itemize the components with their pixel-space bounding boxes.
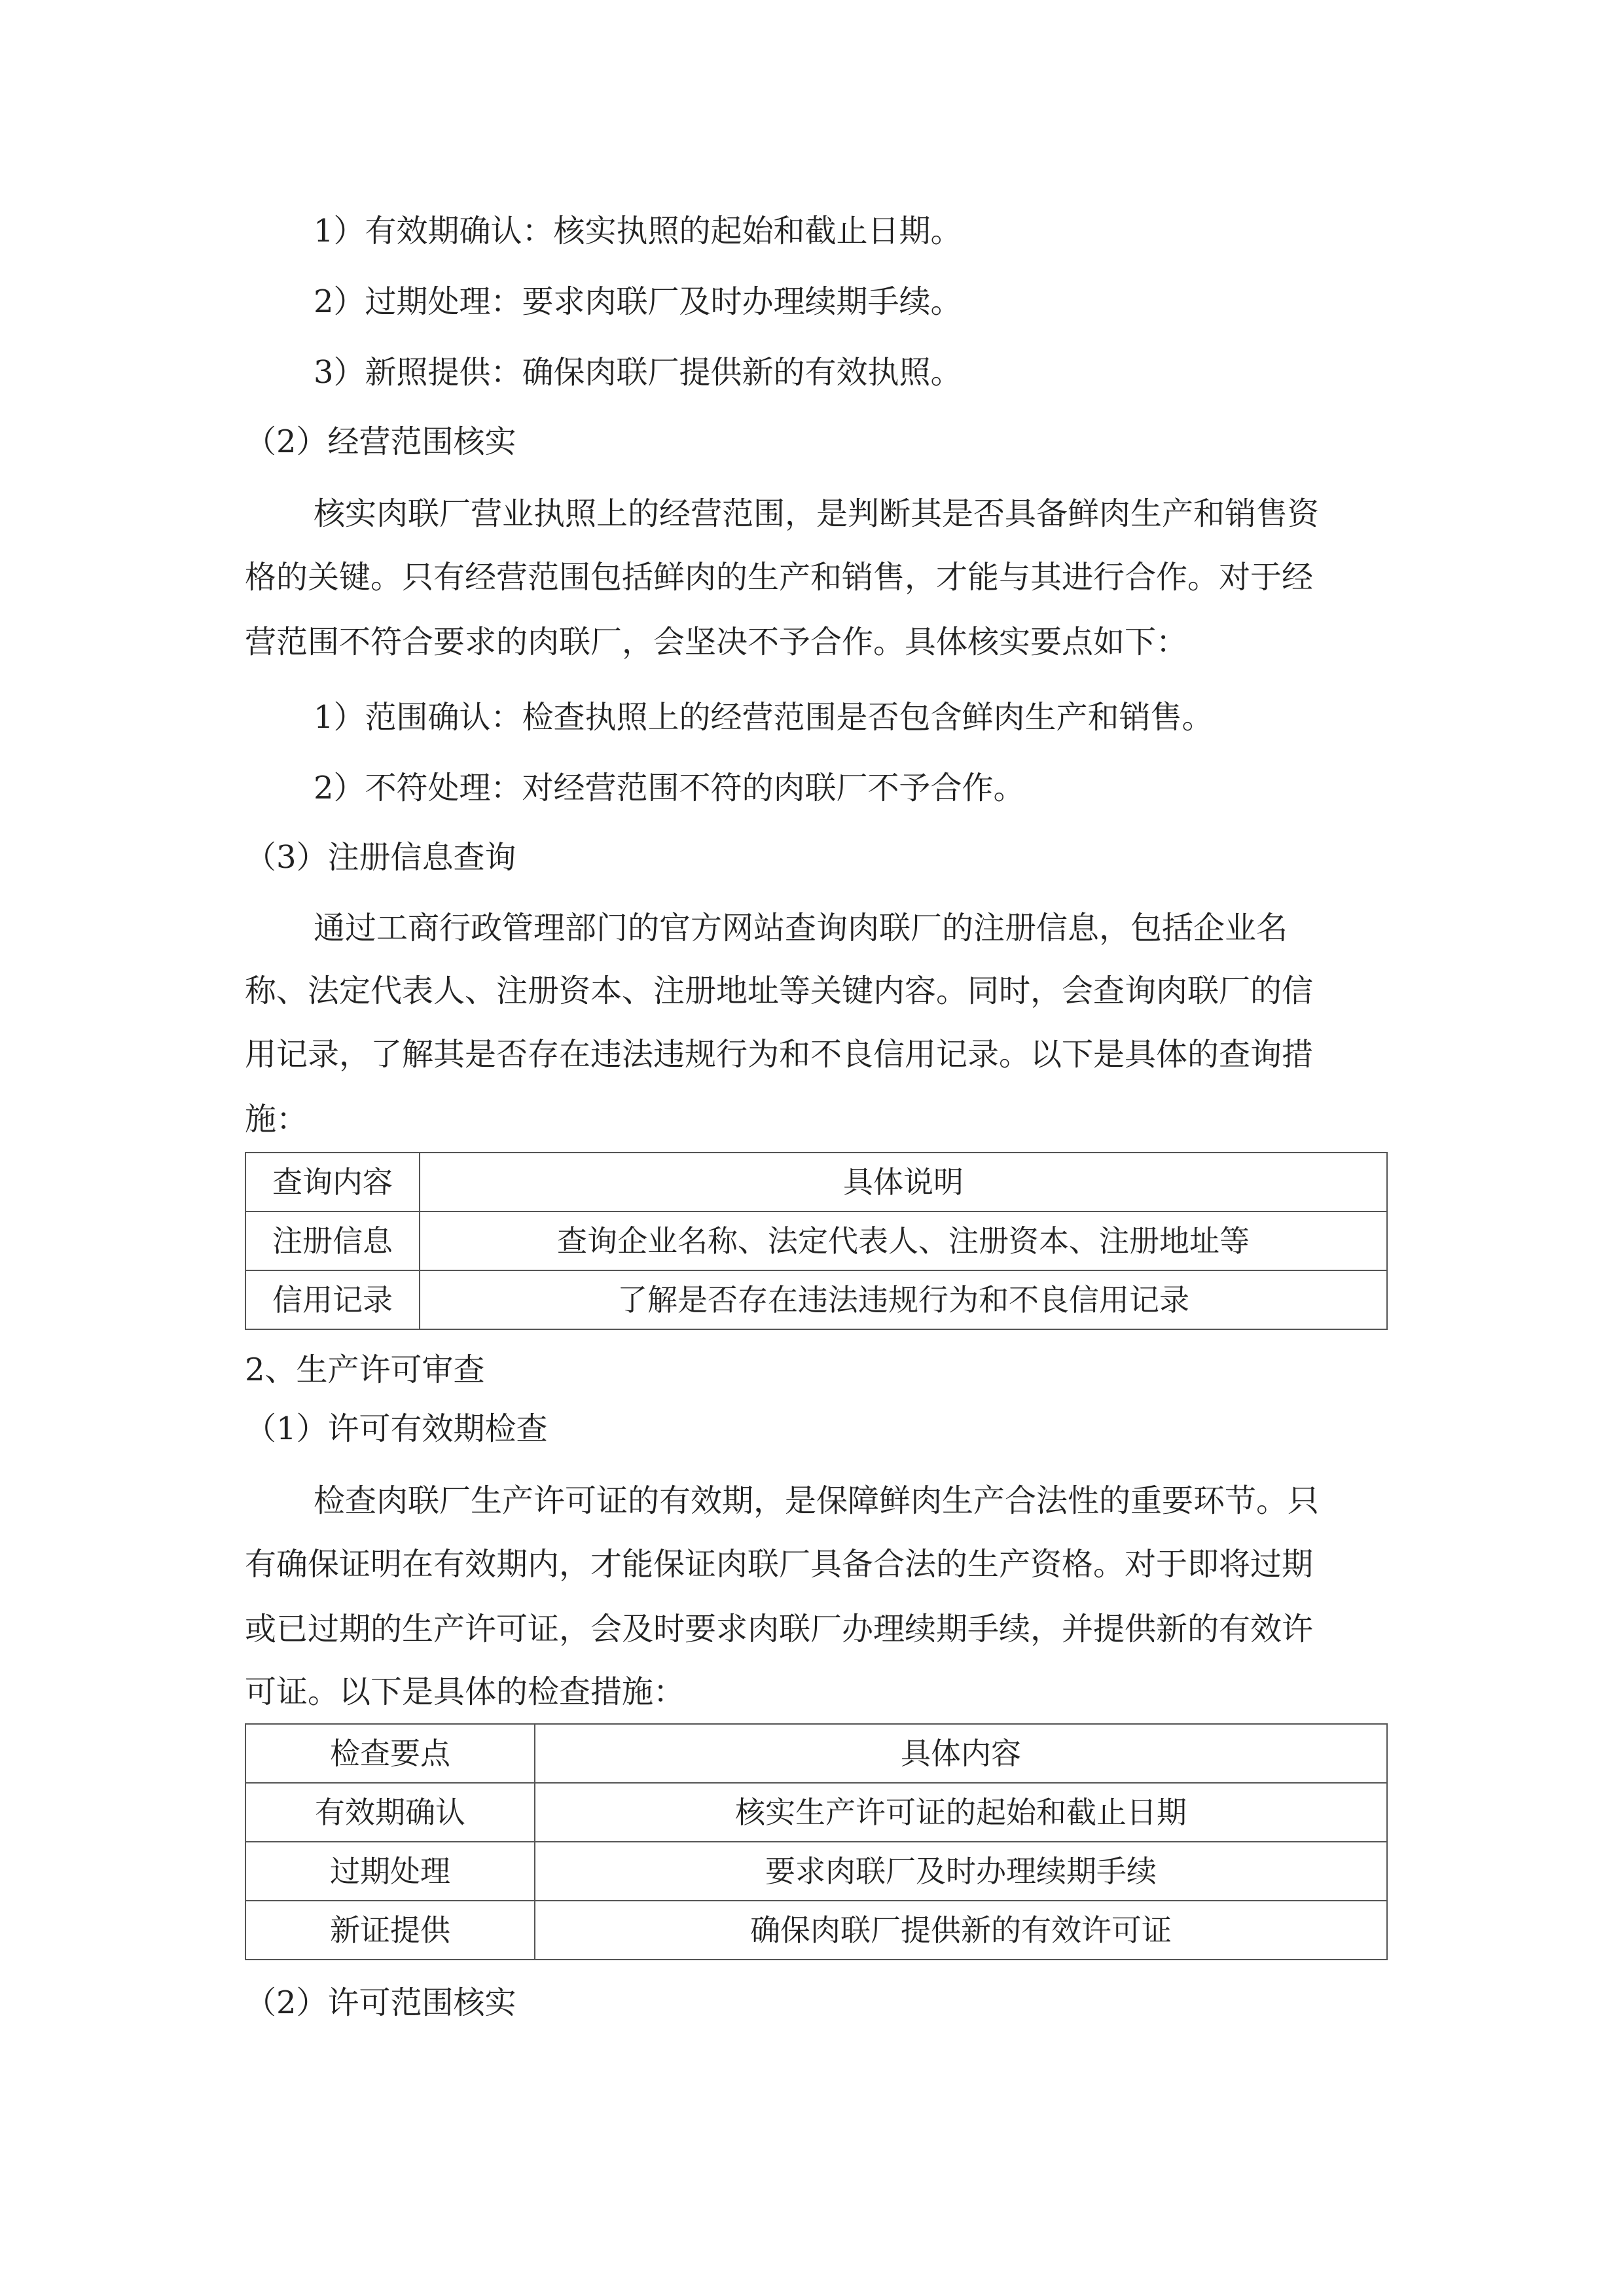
table-row: [245, 1211, 1387, 1270]
paragraph-line: 格的关键。只有经营范围包括鲜肉的生产和销售，才能与其进行合作。对于经: [245, 559, 1314, 596]
paragraph-line: 营范围不符合要求的肉联厂，会坚决不予合作。具体核实要点如下：: [245, 624, 1188, 660]
list-item: 1）范围确认：检查执照上的经营范围是否包含鲜肉生产和销售。: [314, 699, 1214, 736]
paragraph-line: 施：: [245, 1101, 308, 1138]
paragraph-line: 有确保证明在有效期内，才能保证肉联厂具备合法的生产资格。对于即将过期: [245, 1546, 1314, 1583]
table-header-cell: 具体内容: [535, 1724, 1387, 1783]
section-heading: （1）许可有效期检查: [245, 1410, 548, 1447]
license-check-table: [245, 1723, 1388, 1960]
table-cell: 要求肉联厂及时办理续期手续: [535, 1842, 1387, 1901]
table-header-cell: 检查要点: [245, 1724, 535, 1783]
table-cell: 有效期确认: [245, 1783, 535, 1842]
table-row: [245, 1842, 1387, 1901]
paragraph-line: 通过工商行政管理部门的官方网站查询肉联厂的注册信息，包括企业名: [314, 910, 1288, 946]
paragraph-line: 可证。以下是具体的检查措施：: [245, 1674, 685, 1710]
section-heading: 2、生产许可审查: [245, 1352, 485, 1388]
paragraph-line: 称、法定代表人、注册资本、注册地址等关键内容。同时，会查询肉联厂的信: [245, 973, 1314, 1009]
list-item: 1）有效期确认：核实执照的起始和截止日期。: [314, 213, 962, 249]
table-cell: 核实生产许可证的起始和截止日期: [535, 1783, 1387, 1842]
table-row: [245, 1901, 1387, 1960]
table-cell: 过期处理: [245, 1842, 535, 1901]
section-heading: （3）注册信息查询: [245, 839, 516, 876]
table-header-row: [245, 1153, 1387, 1211]
paragraph-line: 用记录，了解其是否存在违法违规行为和不良信用记录。以下是具体的查询措: [245, 1036, 1314, 1073]
list-item: 2）过期处理：要求肉联厂及时办理续期手续。: [314, 283, 962, 320]
table-cell: 查询企业名称、法定代表人、注册资本、注册地址等: [420, 1211, 1387, 1270]
table-cell: 新证提供: [245, 1901, 535, 1960]
paragraph-line: 检查肉联厂生产许可证的有效期，是保障鲜肉生产合法性的重要环节。只: [314, 1482, 1320, 1519]
register-query-table: [245, 1152, 1388, 1330]
paragraph-line: 核实肉联厂营业执照上的经营范围，是判断其是否具备鲜肉生产和销售资: [314, 495, 1320, 532]
table-row: [245, 1270, 1387, 1329]
paragraph-line: 或已过期的生产许可证，会及时要求肉联厂办理续期手续，并提供新的有效许: [245, 1611, 1314, 1647]
table-cell: 了解是否存在违法违规行为和不良信用记录: [420, 1270, 1387, 1329]
table-header-cell: 具体说明: [420, 1153, 1387, 1211]
section-heading: （2）许可范围核实: [245, 1984, 516, 2021]
table-row: [245, 1783, 1387, 1842]
table-cell: 确保肉联厂提供新的有效许可证: [535, 1901, 1387, 1960]
table-header-cell: 查询内容: [245, 1153, 420, 1211]
list-item: 2）不符处理：对经营范围不符的肉联厂不予合作。: [314, 770, 1025, 806]
table-header-row: [245, 1724, 1387, 1783]
list-item: 3）新照提供：确保肉联厂提供新的有效执照。: [314, 354, 962, 391]
table-cell: 信用记录: [245, 1270, 420, 1329]
table-cell: 注册信息: [245, 1211, 420, 1270]
section-heading: （2）经营范围核实: [245, 423, 516, 460]
